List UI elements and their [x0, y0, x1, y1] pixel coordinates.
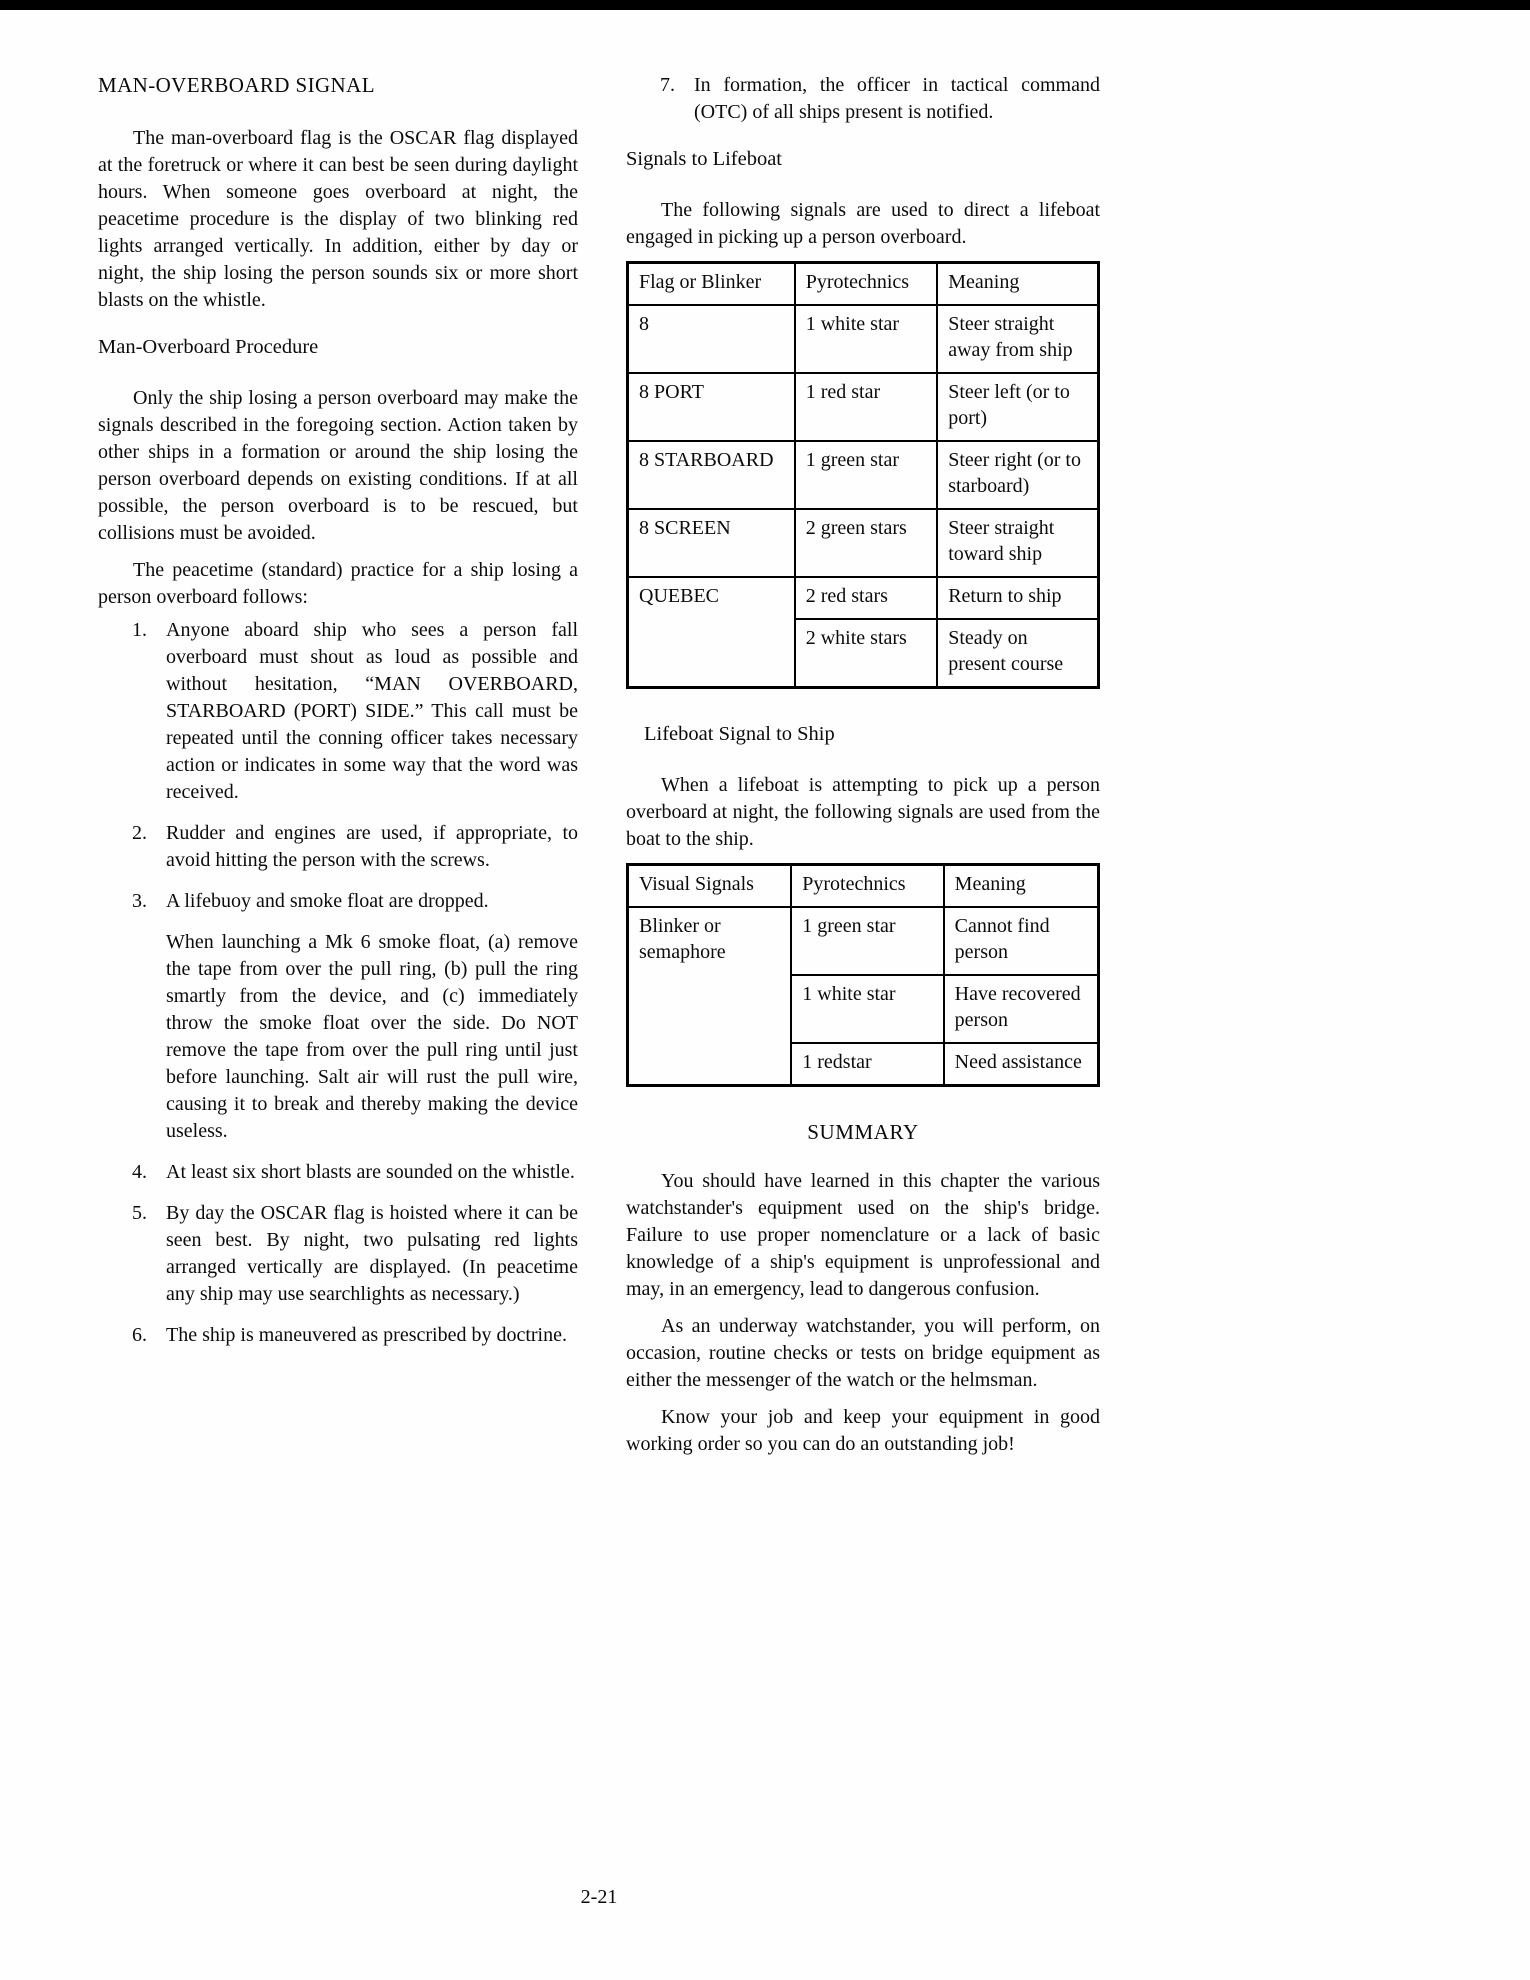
paragraph: When a lifeboat is attempting to pick up a person overboard at night, the following signals are used from the boat to the ship.	[626, 774, 1100, 850]
table-header-cell: Flag or Blinker	[628, 263, 795, 306]
paragraph: Only the ship losing a person overboard may make the signals described in the foregoing section. Action taken by other ships in a formation or around the ship losing the person overboard depends on existing conditions. If at all possible, the person overboard is to be rescued, but collisions must be avoided.	[98, 387, 578, 544]
list-item-text: Rudder and engines are used, if appropriate, to avoid hitting the person with the screws.	[166, 822, 578, 871]
table-cell-meaning: Steady on present course	[937, 619, 1098, 688]
summary-heading: SUMMARY	[807, 1120, 919, 1144]
table-cell-pyrotechnics: 2 white stars	[795, 619, 937, 688]
table-header-row	[628, 865, 1099, 908]
table-cell-pyrotechnics: 1 white star	[795, 305, 937, 373]
list-item-number: 1.	[132, 619, 147, 641]
list-item	[626, 72, 1100, 126]
table-header-cell: Meaning	[944, 865, 1099, 908]
table-cell-flag: 8 SCREEN	[628, 509, 795, 577]
page-number: 2-21	[580, 1886, 618, 1908]
table-header-cell: Visual Signals	[628, 865, 792, 908]
table-row	[628, 509, 1099, 577]
paragraph: The following signals are used to direct a lifeboat engaged in picking up a person overboard.	[626, 199, 1100, 248]
list-item-note: When launching a Mk 6 smoke float, (a) remove the tape from over the pull ring, (b) pull the ring smartly from the device, and (c) immediately throw the smoke float over the side. Do NOT remove the tape from over the pull ring until just before launching. Salt air will rust the pull wire, causing it to break and thereby making the device useless.	[166, 931, 578, 1142]
paragraph: As an underway watchstander, you will perform, on occasion, routine checks or tests on bridge equipment as either the messenger of the watch or the helmsman.	[626, 1315, 1100, 1391]
list-item-number: 3.	[132, 890, 147, 912]
list-item	[98, 617, 578, 806]
list-item	[98, 888, 578, 915]
list-item	[98, 1200, 578, 1308]
signals-to-lifeboat-table	[626, 261, 1100, 689]
paragraph: The peacetime (standard) practice for a ship losing a person overboard follows:	[98, 559, 578, 608]
paragraph: The man-overboard flag is the OSCAR flag displayed at the foretruck or where it can best be seen during daylight hours. When someone goes overboard at night, the peacetime procedure is the display of two blinking red lights arranged vertically. In addition, either by day or night, the ship losing the person sounds six or more short blasts on the whistle.	[98, 127, 578, 311]
table-cell-pyrotechnics: 1 white star	[791, 975, 943, 1043]
table-row	[628, 441, 1099, 509]
list-item-text: At least six short blasts are sounded on the whistle.	[166, 1161, 575, 1183]
table-cell-meaning: Steer left (or to port)	[937, 373, 1098, 441]
list-item-number: 7.	[660, 74, 675, 96]
table-header-cell: Pyrotechnics	[791, 865, 943, 908]
table-header-row	[628, 263, 1099, 306]
left-column	[98, 72, 578, 1468]
subsection-heading: Signals to Lifeboat	[626, 148, 783, 170]
table-header-cell: Pyrotechnics	[795, 263, 937, 306]
list-item-text: A lifebuoy and smoke float are dropped.	[166, 890, 489, 912]
table-cell-flag: QUEBEC	[628, 577, 795, 688]
table-cell-meaning: Need assistance	[944, 1043, 1099, 1086]
table-cell-pyrotechnics: 1 green star	[791, 907, 943, 975]
table-cell-pyrotechnics: 1 red star	[795, 373, 937, 441]
list-item	[98, 1322, 578, 1349]
table-cell-meaning: Cannot find person	[944, 907, 1099, 975]
table-header-cell: Meaning	[937, 263, 1098, 306]
scan-edge-artifact	[0, 0, 1530, 10]
table-row	[628, 305, 1099, 373]
table-cell-flag: 8 STARBOARD	[628, 441, 795, 509]
list-item	[98, 820, 578, 874]
table-row	[628, 577, 1099, 619]
list-item-text: Anyone aboard ship who sees a person fall overboard must shout as loud as possible and without hesitation, “MAN OVERBOARD, STARBOARD (PORT) SIDE.” This call must be repeated until the conning officer takes necessary action or indicates in some way that the word was received.	[166, 619, 578, 803]
paragraph: You should have learned in this chapter the various watchstander's equipment used on the ship's bridge. Failure to use proper nomenclature or a lack of basic knowledge of a ship's equipment is unprofessional and may, in an emergency, lead to dangerous confusion.	[626, 1170, 1100, 1300]
right-column	[626, 72, 1100, 1468]
list-item-text: In formation, the officer in tactical command (OTC) of all ships present is notified.	[694, 74, 1100, 123]
paragraph: Know your job and keep your equipment in good working order so you can do an outstanding job!	[626, 1406, 1100, 1455]
table-cell-meaning: Steer straight away from ship	[937, 305, 1098, 373]
table-cell-pyrotechnics: 1 redstar	[791, 1043, 943, 1086]
lifeboat-signal-to-ship-table	[626, 863, 1100, 1087]
table-cell-pyrotechnics: 1 green star	[795, 441, 937, 509]
table-cell-flag: 8 PORT	[628, 373, 795, 441]
table-cell-pyrotechnics: 2 green stars	[795, 509, 937, 577]
page-content	[98, 72, 1100, 1468]
table-cell-meaning: Steer straight toward ship	[937, 509, 1098, 577]
table-cell-meaning: Have recovered person	[944, 975, 1099, 1043]
list-item	[98, 1159, 578, 1186]
table-cell-pyrotechnics: 2 red stars	[795, 577, 937, 619]
list-item-number: 2.	[132, 822, 147, 844]
table-row	[628, 373, 1099, 441]
table-cell-flag: 8	[628, 305, 795, 373]
table-cell-meaning: Steer right (or to starboard)	[937, 441, 1098, 509]
list-item-number: 5.	[132, 1202, 147, 1224]
list-item-text: The ship is maneuvered as prescribed by doctrine.	[166, 1324, 567, 1346]
section-heading: MAN-OVERBOARD SIGNAL	[98, 73, 375, 97]
list-item-text: By day the OSCAR flag is hoisted where it can be seen best. By night, two pulsating red lights arranged vertically are displayed. (In peacetime any ship may use searchlights as necessary.)	[166, 1202, 578, 1305]
table-cell-visual-signal: Blinker or semaphore	[628, 907, 792, 1086]
list-item-number: 4.	[132, 1161, 147, 1183]
table-cell-meaning: Return to ship	[937, 577, 1098, 619]
list-item-number: 6.	[132, 1324, 147, 1346]
subsection-heading: Lifeboat Signal to Ship	[644, 723, 835, 745]
table-row	[628, 907, 1099, 975]
subsection-heading: Man-Overboard Procedure	[98, 336, 319, 358]
